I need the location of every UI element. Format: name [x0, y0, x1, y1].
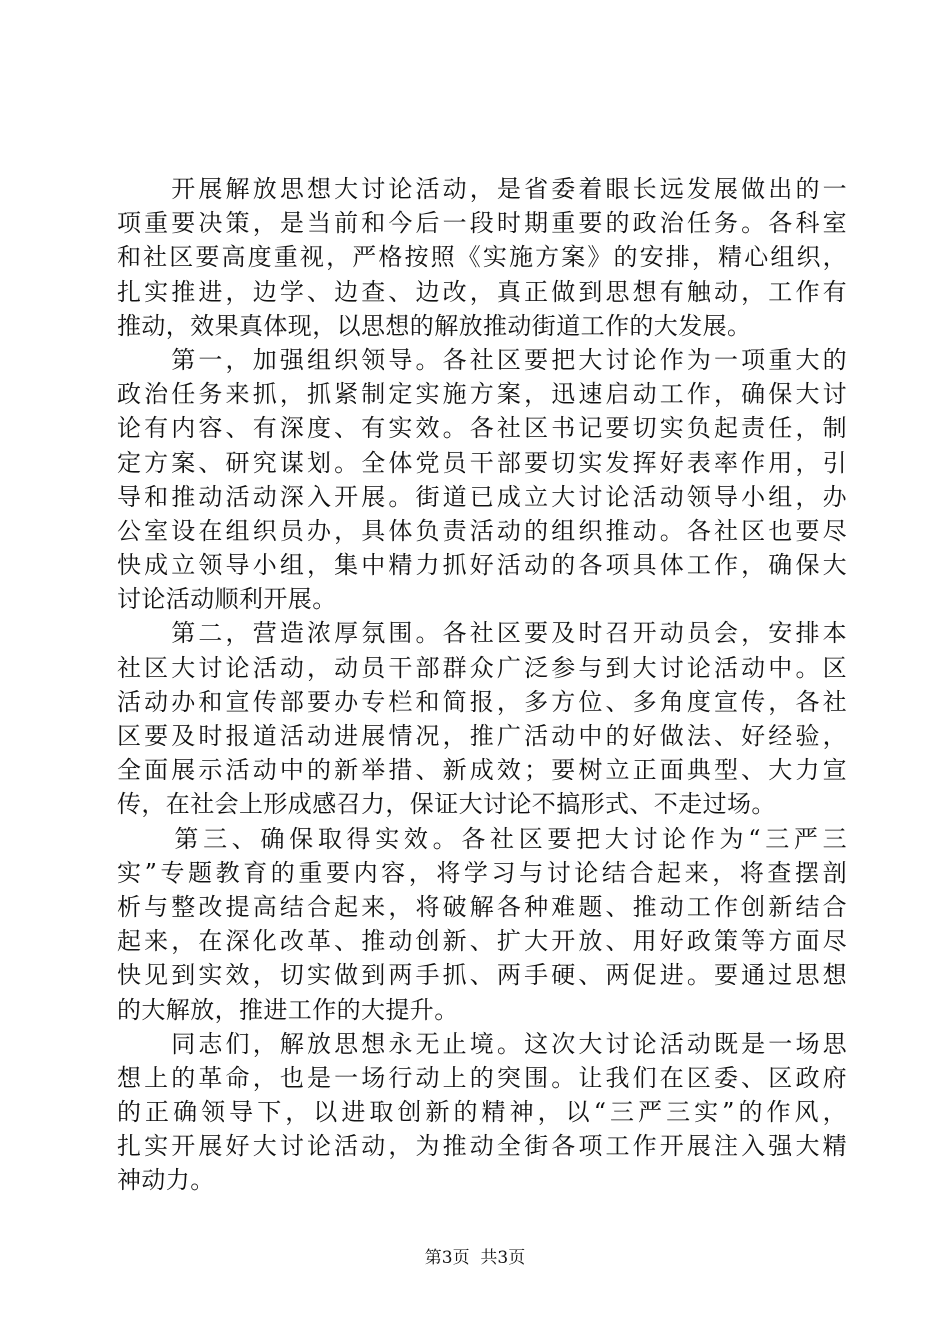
text-line: 神动力。 — [117, 1166, 215, 1195]
text-line: 扎实开展好大讨论活动，为推动全街各项工作开展注入强大精 — [117, 1132, 847, 1161]
text-line: 和社区要高度重视，严格按照《实施方案》的安排，精心组织， — [117, 243, 847, 272]
text-line: 政治任务来抓，抓紧制定实施方案，迅速启动工作，确保大讨 — [117, 380, 847, 409]
text-line: 区要及时报道活动进展情况，推广活动中的好做法、好经验， — [117, 722, 847, 750]
text-line: 传，在社会上形成感召力，保证大讨论不搞形式、不走过场。 — [117, 790, 776, 819]
text-line: 开展解放思想大讨论活动，是省委着眼长远发展做出的一 — [117, 175, 847, 203]
text-line: 社区大讨论活动，动员干部群众广泛参与到大讨论活动中。区 — [117, 653, 847, 682]
text-line: 的大解放，推进工作的大提升。 — [117, 995, 459, 1024]
body-text — [117, 172, 847, 1198]
text-line: 快成立领导小组，集中精力抓好活动的各项具体工作，确保大 — [117, 551, 847, 580]
text-line: 讨论活动顺利开展。 — [117, 585, 337, 614]
text-line: 第三、确保取得实效。各社区要把大讨论作为“三严三 — [117, 824, 847, 853]
text-line: 公室设在组织员办，具体负责活动的组织推动。各社区也要尽 — [117, 516, 847, 545]
text-line: 实”专题教育的重要内容，将学习与讨论结合起来，将查摆剖 — [117, 858, 847, 887]
text-line: 定方案、研究谋划。全体党员干部要切实发挥好表率作用，引 — [117, 448, 847, 477]
text-line: 推动，效果真体现，以思想的解放推动街道工作的大发展。 — [117, 311, 752, 340]
text-line: 想上的革命，也是一场行动上的突围。让我们在区委、区政府 — [117, 1063, 847, 1092]
page-footer — [0, 1247, 950, 1269]
text-line: 论有内容、有深度、有实效。各社区书记要切实负起责任，制 — [117, 414, 847, 443]
text-line: 项重要决策，是当前和今后一段时期重要的政治任务。各科室 — [117, 209, 847, 238]
text-line: 全面展示活动中的新举措、新成效；要树立正面典型、大力宣 — [117, 756, 847, 785]
text-line: 的正确领导下，以进取创新的精神，以“三严三实”的作风， — [117, 1098, 847, 1127]
text-line: 快见到实效，切实做到两手抓、两手硬、两促进。要通过思想 — [117, 961, 847, 990]
page-number-label: 第3页 共3页 — [424, 1248, 526, 1268]
text-line: 活动办和宣传部要办专栏和简报，多方位、多角度宣传，各社 — [117, 687, 847, 716]
text-line: 导和推动活动深入开展。街道已成立大讨论活动领导小组，办 — [117, 482, 847, 511]
text-line: 析与整改提高结合起来，将破解各种难题、推动工作创新结合 — [117, 892, 847, 921]
text-line: 同志们，解放思想永无止境。这次大讨论活动既是一场思 — [117, 1029, 847, 1058]
text-line: 起来，在深化改革、推动创新、扩大开放、用好政策等方面尽 — [117, 927, 847, 956]
text-line: 第一，加强组织领导。各社区要把大讨论作为一项重大的 — [117, 345, 847, 374]
text-line: 扎实推进，边学、边查、边改，真正做到思想有触动，工作有 — [117, 277, 847, 306]
text-line: 第二，营造浓厚氛围。各社区要及时召开动员会，安排本 — [117, 619, 847, 648]
